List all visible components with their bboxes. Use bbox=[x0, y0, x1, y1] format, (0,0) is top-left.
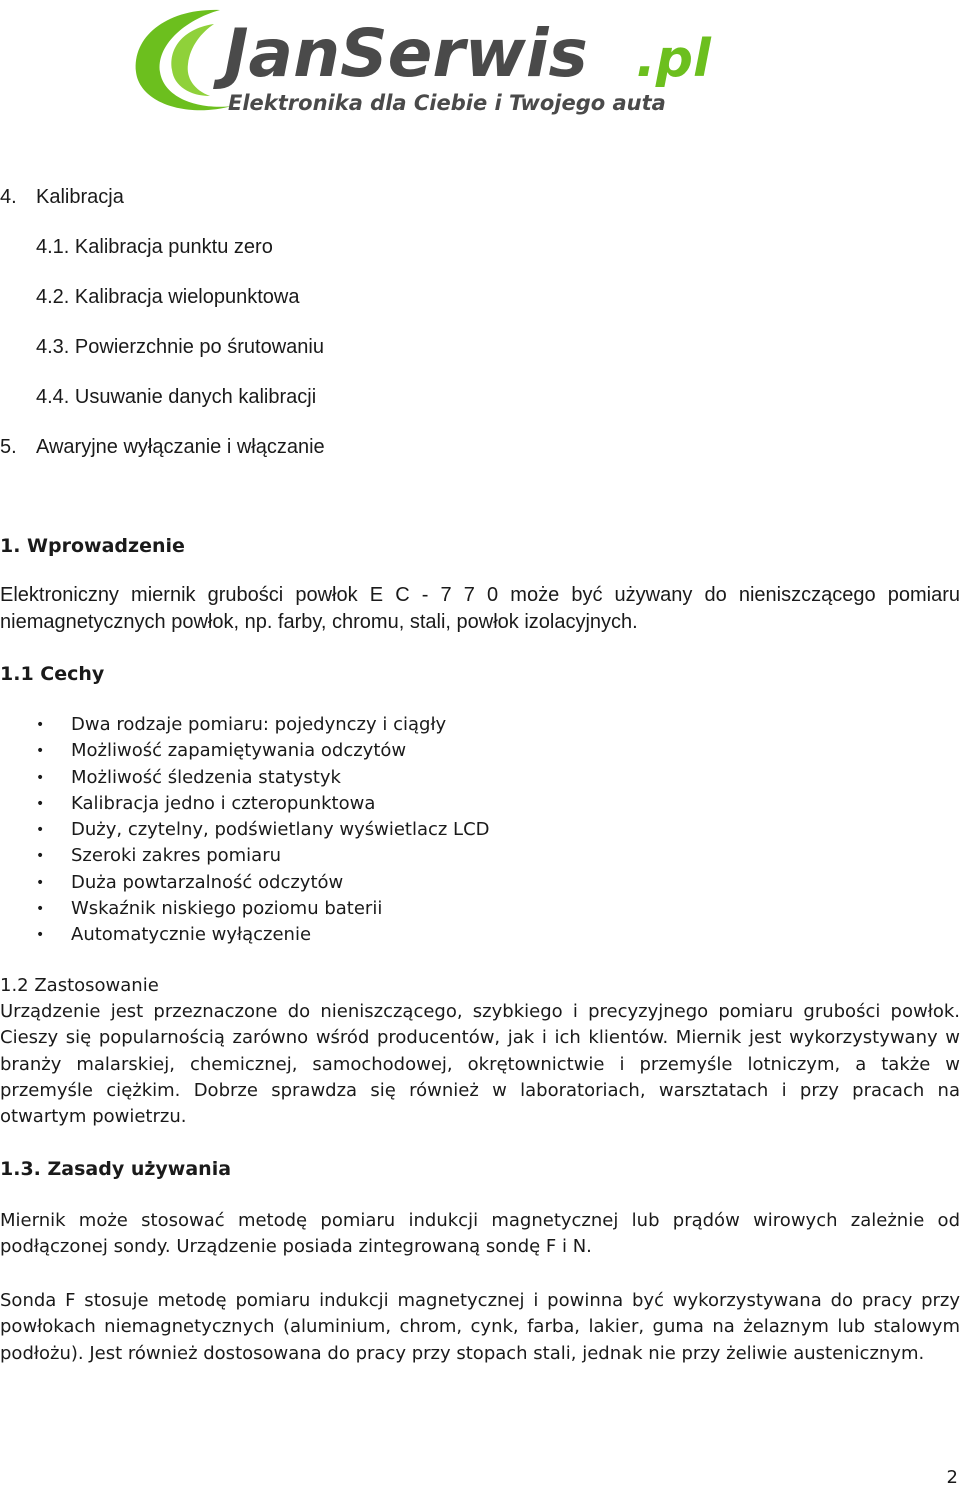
logo-tagline: Elektronika dla Ciebie i Twojego auta bbox=[228, 91, 666, 115]
features-list bbox=[0, 712, 490, 949]
toc-item: 4.4. Usuwanie danych kalibracji bbox=[36, 386, 317, 408]
section-heading-application: 1.2 Zastosowanie bbox=[0, 975, 159, 996]
logo-wordmark: JanSerwis bbox=[224, 15, 588, 92]
toc-item: 4.2. Kalibracja wielopunktowa bbox=[36, 286, 300, 308]
list-item: • Duży, czytelny, podświetlany wyświetlacz LCD bbox=[0, 817, 490, 843]
usage-paragraph-1: Miernik może stosować metodę pomiaru indukcji magnetycznej lub prądów wirowych zależnie od podłączonej sondy. Urządzenie posiada zintegrowaną sondę F i N. bbox=[0, 1210, 960, 1258]
toc-item: 4.3. Powierzchnie po śrutowaniu bbox=[36, 336, 324, 358]
list-item: • Szeroki zakres pomiaru bbox=[0, 843, 490, 869]
logo-suffix: .pl bbox=[636, 29, 711, 89]
section-heading-features: 1.1 Cechy bbox=[0, 663, 105, 685]
logo-swoosh-inner bbox=[171, 24, 214, 96]
list-item: • Automatycznie wyłączenie bbox=[0, 922, 490, 948]
page-number: 2 bbox=[946, 1467, 958, 1488]
toc-item: 4. Kalibracja bbox=[0, 186, 124, 208]
usage-paragraph-2: Sonda F stosuje metodę pomiaru indukcji magnetycznej i powinna być wykorzystywana do pracy przy powłokach niemagnetycznych (aluminium, chrom, cynk, farba, lakier, guma na żelaznym lub stalowym podłożu). Jest również dostosowana do pracy przy stopach stali, jednak nie przy żeliwie austenicznym. bbox=[0, 1290, 960, 1364]
application-paragraph: Urządzenie jest przeznaczone do nieniszczącego, szybkiego i precyzyjnego pomiaru grubości powłok. Cieszy się popularnością zarówno wśród producentów, jak i ich klientów. Miernik jest wykorzystywany w branży malarskiej, chemicznej, samochodowej, okrętownictwie i przemyśle lotniczym, a także w przemyśle ciężkim. Dobrze sprawdza się również w laboratoriach, warsztatach i przy pracach na otwartym powietrzu. bbox=[0, 1001, 960, 1128]
toc-item: 5. Awaryjne wyłączanie i włączanie bbox=[0, 436, 325, 458]
list-item: • Możliwość śledzenia statystyk bbox=[0, 765, 490, 791]
list-item: • Możliwość zapamiętywania odczytów bbox=[0, 738, 490, 764]
section-heading-introduction: 1. Wprowadzenie bbox=[0, 535, 185, 557]
introduction-paragraph: Elektroniczny miernik grubości powłok E C - 7 7 0 może być używany do nieniszczącego pomiaru niemagnetycznych powłok, np. farby, chromu, stali, powłok izolacyjnych. bbox=[0, 584, 960, 633]
list-item: • Kalibracja jedno i czteropunktowa bbox=[0, 791, 490, 817]
list-item: • Dwa rodzaje pomiaru: pojedynczy i ciągły bbox=[0, 712, 490, 738]
list-item: • Wskaźnik niskiego poziomu baterii bbox=[0, 896, 490, 922]
list-item: • Duża powtarzalność odczytów bbox=[0, 870, 490, 896]
janserwis-logo bbox=[128, 6, 788, 118]
section-heading-usage-rules: 1.3. Zasady używania bbox=[0, 1158, 232, 1180]
toc-item: 4.1. Kalibracja punktu zero bbox=[36, 236, 273, 258]
